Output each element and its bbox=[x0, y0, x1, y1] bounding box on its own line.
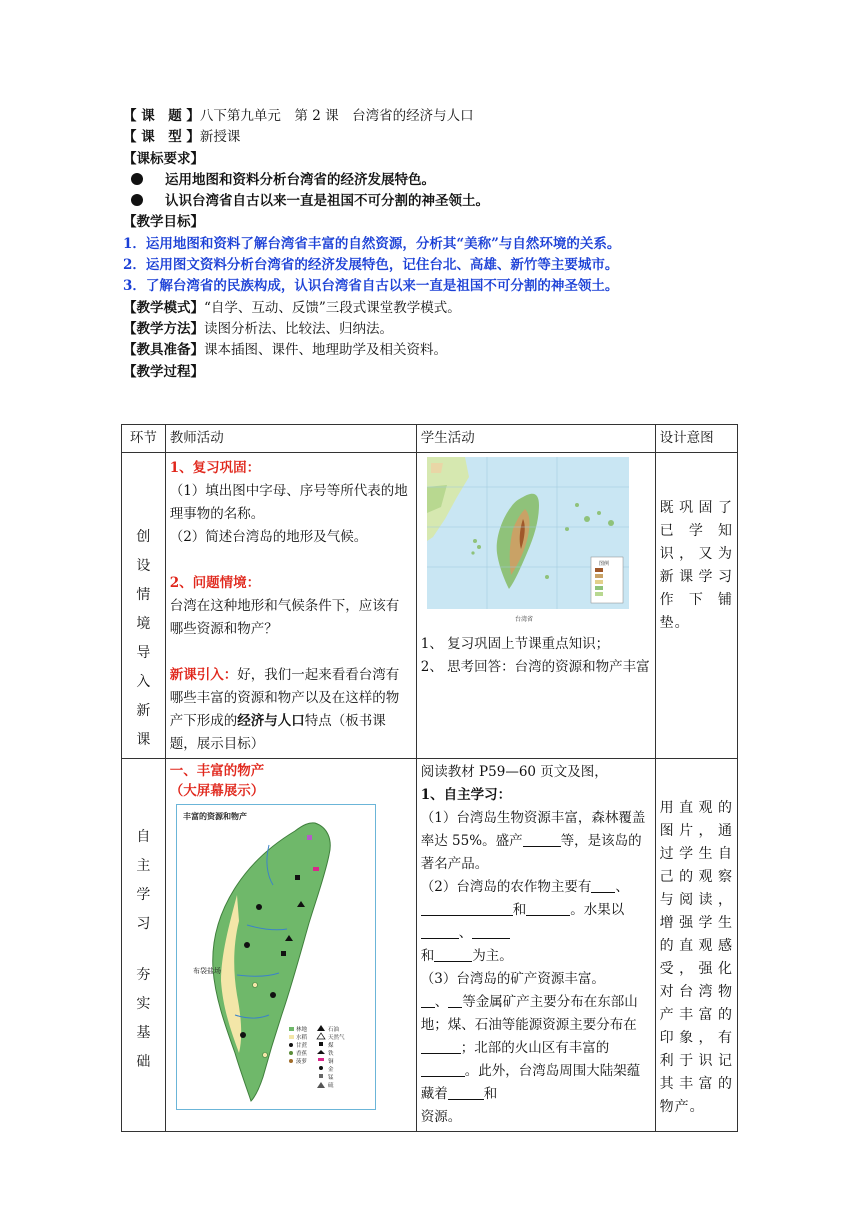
svg-text:铜: 铜 bbox=[327, 1059, 334, 1065]
stage-cell: 创 设 情 境 导 入 新 课 bbox=[122, 453, 166, 759]
answer-blank[interactable] bbox=[448, 1085, 484, 1100]
self-study-q3: （3）台湾岛的矿产资源丰富。 、 等金属矿产主要分布在东部山地；煤、石油等能源资源主要分布在；北部的火山区有丰富的。此外，台湾岛周围大陆架蕴藏着 和 资源。 bbox=[420, 971, 641, 1125]
answer-blank[interactable] bbox=[523, 832, 561, 847]
answer-blank[interactable] bbox=[421, 924, 459, 939]
situation-question: 台湾在这种地形和气候条件下，应该有哪些资源和物产？ bbox=[169, 598, 400, 637]
mode-value: “自学、互动、反馈”三段式课堂教学模式。 bbox=[204, 299, 461, 316]
header-student: 学生活动 bbox=[416, 425, 655, 453]
situation-heading: 2、问题情境： bbox=[169, 575, 261, 591]
bullet-icon bbox=[131, 173, 143, 185]
answer-blank[interactable] bbox=[434, 947, 472, 962]
topic-value: 八下第九单元 第 2 课 台湾省的经济与人口 bbox=[199, 108, 474, 124]
taiwan-topographic-map bbox=[427, 457, 629, 627]
student-step-1: 1、 复习巩固上节课重点知识； bbox=[420, 636, 610, 652]
map-caption: 台湾省 bbox=[514, 616, 533, 623]
student-activity-cell bbox=[416, 759, 655, 1132]
table-row bbox=[122, 759, 738, 1132]
review-heading: 1、复习巩固： bbox=[169, 460, 261, 476]
teaching-process-table bbox=[121, 424, 738, 1132]
answer-blank[interactable] bbox=[448, 993, 462, 1008]
teacher-activity-cell bbox=[165, 759, 416, 1132]
intent-cell: 用直观的图片，通过学生自己的观察与阅读，增强学生的直观感受，强化对台湾物产丰富的印象，有利于识记其丰富的物产。 bbox=[655, 759, 737, 1132]
self-study-heading: 1、自主学习： bbox=[420, 787, 512, 803]
type-label: 【 课 型 】 bbox=[123, 129, 200, 146]
map-image bbox=[427, 457, 629, 627]
review-task-2: （2）简述台湾岛的地形及气候。 bbox=[169, 529, 368, 545]
tools-label: 【教具准备】 bbox=[123, 342, 204, 359]
new-lesson-intro: 新课引入：好，我们一起来看看台湾有哪些丰富的资源和物产以及在这样的物产下形成的经济与人口特点（板书课题，展示目标） bbox=[169, 667, 400, 752]
method-value: 读图分析法、比较法、归纳法。 bbox=[204, 320, 393, 337]
answer-blank[interactable] bbox=[421, 993, 435, 1008]
svg-text:甘蔗: 甘蔗 bbox=[295, 1043, 307, 1049]
standard-item: 认识台湾省自古以来一直是祖国不可分割的神圣领土。 bbox=[123, 191, 763, 212]
header-intent: 设计意图 bbox=[655, 425, 737, 453]
svg-text:林地: 林地 bbox=[295, 1027, 307, 1033]
svg-text:煤: 煤 bbox=[327, 1043, 334, 1049]
answer-blank[interactable] bbox=[591, 878, 615, 893]
student-activity-cell bbox=[416, 453, 655, 759]
standard-item: 运用地图和资料分析台湾省的经济发展特色。 bbox=[123, 170, 763, 191]
stage-cell: 自 主 学 习 夯 实 基 础 bbox=[122, 759, 166, 1132]
goal-item: 3．了解台湾省的民族构成，认识台湾省自古以来一直是祖国不可分割的神圣领土。 bbox=[123, 278, 619, 295]
svg-text:石油: 石油 bbox=[327, 1027, 339, 1033]
goals-label: 【教学目标】 bbox=[123, 214, 204, 231]
svg-text:硫: 硫 bbox=[327, 1083, 334, 1089]
big-screen-note: （大屏幕展示） bbox=[169, 783, 265, 799]
resources-map-title: 丰富的资源和物产 bbox=[182, 811, 247, 821]
svg-text:锰: 锰 bbox=[327, 1075, 334, 1081]
answer-blank[interactable] bbox=[421, 1062, 465, 1077]
goal-item: 1．运用地图和资料了解台湾省丰富的自然资源，分析其“美称”与自然环境的关系。 bbox=[123, 235, 621, 252]
table-row bbox=[122, 453, 738, 759]
self-study-q1: （1）台湾岛生物资源丰富，森林覆盖率达 55%。盛产 等，是该岛的著名产品。 bbox=[420, 810, 646, 872]
salt-field-label: 布袋盐场 bbox=[192, 967, 221, 975]
teacher-activity-cell bbox=[165, 453, 416, 759]
process-label: 【教学过程】 bbox=[123, 363, 204, 380]
reading-instruction: 阅读教材 P59—60 页文及图， bbox=[420, 764, 608, 780]
svg-text:香蕉: 香蕉 bbox=[295, 1051, 307, 1057]
method-label: 【教学方法】 bbox=[123, 320, 204, 337]
header-stage: 环节 bbox=[122, 425, 166, 453]
answer-blank[interactable] bbox=[472, 924, 510, 939]
resources-map-image bbox=[177, 805, 375, 1109]
answer-blank[interactable] bbox=[526, 901, 570, 916]
standards-label: 【课标要求】 bbox=[123, 150, 204, 167]
self-study-q2: （2）台湾岛的农作物主要有 、 和 。水果以、 和 为主。 bbox=[420, 879, 629, 964]
goal-item: 2．运用图文资料分析台湾省的经济发展特色，记住台北、高雄、新竹等主要城市。 bbox=[123, 257, 619, 274]
tools-value: 课本插图、课件、地理助学及相关资料。 bbox=[204, 342, 447, 359]
student-step-2: 2、 思考回答：台湾的资源和物产丰富 bbox=[420, 659, 650, 675]
answer-blank[interactable] bbox=[421, 901, 513, 916]
products-heading: 一、丰富的物产 bbox=[169, 763, 265, 779]
answer-blank[interactable] bbox=[421, 1039, 461, 1054]
svg-text:菠萝: 菠萝 bbox=[295, 1059, 307, 1065]
mode-label: 【教学模式】 bbox=[123, 299, 204, 316]
svg-text:金: 金 bbox=[327, 1067, 334, 1073]
header-teacher: 教师活动 bbox=[165, 425, 416, 453]
map-legend-title: 图例 bbox=[598, 561, 609, 567]
resources-map bbox=[176, 804, 376, 1110]
type-value: 新授课 bbox=[199, 129, 241, 146]
lesson-header bbox=[123, 106, 763, 383]
svg-text:水稻: 水稻 bbox=[295, 1035, 307, 1041]
table-header-row bbox=[122, 425, 738, 453]
svg-text:天然气: 天然气 bbox=[327, 1035, 345, 1041]
bullet-icon bbox=[131, 194, 143, 206]
intent-cell: 既巩固了已学知识，又为新课学习作下铺垫。 bbox=[655, 453, 737, 759]
topic-label: 【 课 题 】 bbox=[123, 108, 200, 124]
review-task-1: （1）填出图中字母、序号等所代表的地理事物的名称。 bbox=[169, 483, 408, 522]
svg-text:铁: 铁 bbox=[327, 1051, 334, 1057]
